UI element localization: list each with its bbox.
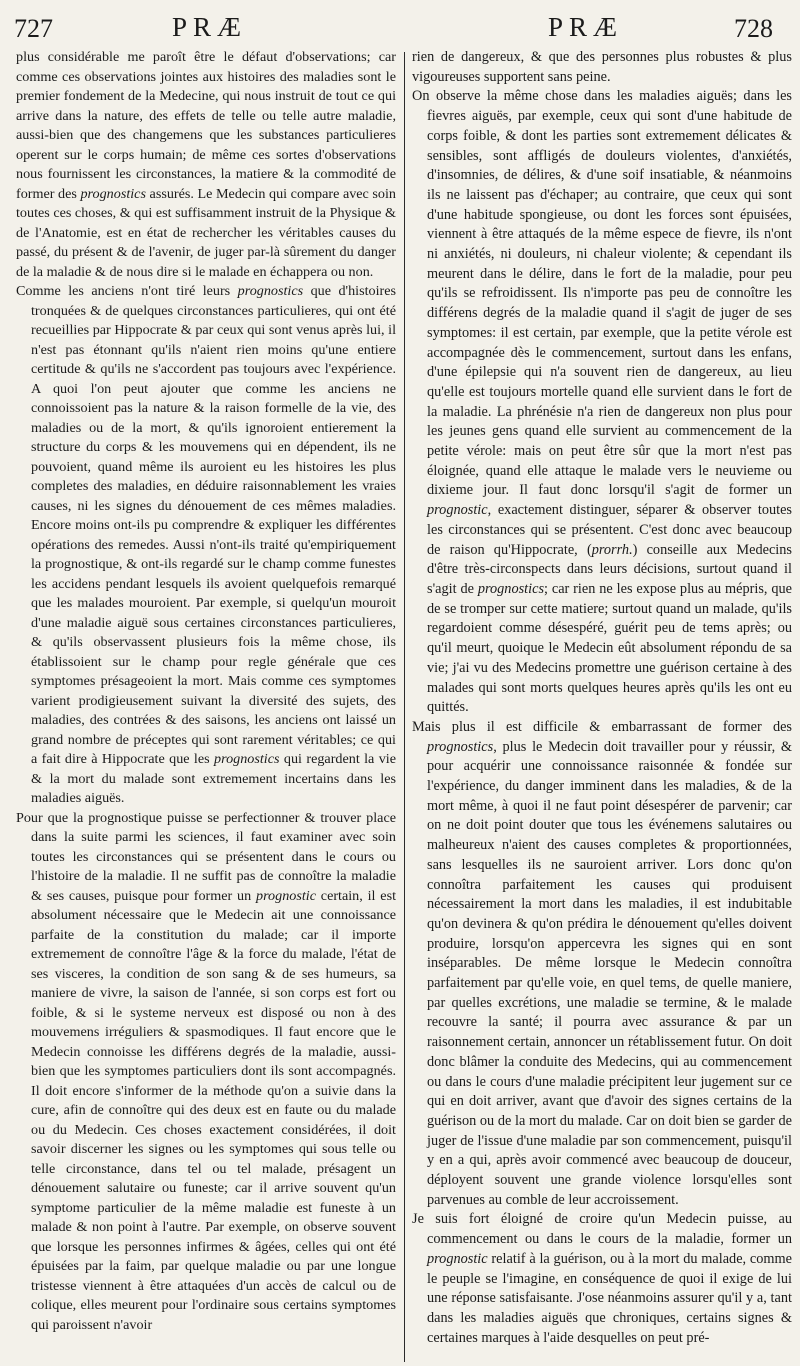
text-fragment: Comme les anciens n'ont tiré leurs	[16, 283, 238, 299]
paragraph	[16, 282, 396, 809]
right-running-title: PRÆ	[548, 12, 624, 42]
text-fragment: qui regardent la vie & la mort du malade sont extremement incertains dans les maladies aiguës.	[31, 751, 396, 806]
italic-term: prognostics	[427, 738, 494, 755]
text-fragment: Je suis fort éloigné de croire qu'un Medecin puisse, au commencement ou dans le cours de la maladie, former un	[412, 1211, 792, 1248]
text-fragment: relatif à la guérison, ou à la mort du malade, comme le peuple se l'imagine, en conséquence de quoi il exige de lui une réponse satisfaisante. J'ose néanmoins assurer qu'il y a, tant dans les maladies aiguës que chroniques, certains signes & certaines marques à l'aide desquelles on peut pré-	[427, 1250, 792, 1346]
italic-term: prognostics	[477, 580, 545, 597]
page-header	[0, 0, 800, 48]
italic-term: prognostics	[80, 185, 146, 202]
paragraph	[412, 1210, 792, 1348]
text-fragment: On observe la même chose dans les maladies aiguës; dans les fievres aiguës, par exemple, ceux qui sont d'une habitude de corps foible, & dont les parties sont extremement délicates & sensibles, sont affligés de douleurs violentes, d'anxiétés, d'insomnies, de délires, & d'une soif insatiable, & néanmoins ils ne laissent pas d'échaper; au contraire, que ceux qui sont d'une habitude spongieuse, ou dont les forces sont épuisées, viennent à être attaqués de la même espece de fievre, ils n'ont ni anxiétés, ni douleurs, ni chaleur violente; & cependant ils meurent dans le délire, dans le fort de la maladie, pour peu qu'ils se refroidissent. Ils n'importe pas peu de connoître les différens degrés de la maladie quand il s'agit de juger de ses symptomes: il est certain, par exemple, que la petite vérole est accompagnée dès le commencement, surtout dans les enfans, d'une épilepsie qui n'a souvent rien de dangereux, au lieu qu'elle est toujours mortelle quand elle survient dans le fort de la maladie. La phrénésie n'a rien de dangereux non plus pour les jeunes gens quand elle survient au commencement de la petite vérole: mais on peut être sûr que la mort n'est pas éloignée, quand elle attaque le malade vers le neuvieme ou dixieme jour. Il faut donc lorsqu'il s'agit de former un	[412, 88, 792, 499]
paragraph	[412, 718, 792, 1211]
column-divider	[404, 52, 405, 1362]
left-column	[16, 48, 396, 1335]
text-fragment: certain, il est absolument nécessaire que le Medecin ait une connoissance parfaite de la constitution du malade; car il importe extremement de connoître l'âge & la force du malade, l'état de ses visceres, la condition de son sang & de ses humeurs, sa maniere de vivre, la saison de l'année, si son corps est fort ou foible, & si le systeme nerveux est disposé ou non à des mouvemens irréguliers & spasmodiques. Il faut encore que le Medecin connoisse les différens degrés de la maladie, aussi-bien que les symptomes particuliers dont ils sont accompagnés. Il doit encore s'informer de la méthode qu'on a suivie dans la cure, afin de connoître qui des deux est en faute ou du malade ou du Medecin. Ces choses exactement considérées, il doit savoir discerner les signes ou les symptomes qui sous telle ou telle circonstance, dans tel ou tel malade, présagent un dénouement salutaire ou funeste; car il arrive souvent qu'un symptome particulier de la même maladie est funeste à un malade & non point à l'autre. Par exemple, on observe souvent que lorsque les personnes infirmes & âgées, celles qui ont été épuisées par la faim, par quelque maladie ou par une longue tristesse viennent à être attaquées d'un accès de calcul ou de colique, elles meurent pour l'ordinaire sous certains symptomes qui paroissent n'avoir	[31, 887, 396, 1333]
text-fragment: Mais plus il est difficile & embarrassant de former des	[412, 718, 792, 735]
right-column	[412, 48, 792, 1348]
paragraph	[16, 809, 396, 1336]
left-running-title: PRÆ	[172, 12, 248, 42]
text-fragment: ) conseille aux Medecins d'être très-circonspects dans leurs décisions, surtout quand il s'agit de	[427, 541, 792, 597]
italic-term: prorrh.	[591, 541, 633, 558]
paragraph	[412, 48, 792, 87]
text-fragment: plus considérable me paroît être le défaut d'observations; car comme ces observations jointes aux histoires des maladies sont le premier fondement de la Medecine, qui nous instruit de tout ce qui arrive dans la nature, des effets de telle ou telle autre maladie, aussi-bien que des changemens que les substances particulieres operent sur le corps humain; de même ces sortes d'observations nous fournissent les circonstances, la matiere & la commodité de former des	[16, 49, 396, 202]
paragraph	[412, 87, 792, 718]
text-fragment: , exactement distinguer, séparer & observer toutes les circonstances qui se présentent. C'est donc avec beaucoup de raison qu'Hippocrate, (	[427, 502, 792, 558]
italic-term: prognostics	[214, 751, 280, 767]
italic-term: prognostics	[237, 283, 304, 299]
right-page-number: 728	[734, 14, 773, 43]
italic-term: prognostic	[427, 1250, 488, 1267]
text-fragment: , plus le Medecin doit travailler pour y réussir, & pour acquérir une connoissance raisonnée & fondée sur l'expérience, du danger imminent dans les maladies, & de la mort même, à quoi il ne faut point désespérer de parvenir; car on ne doit point douter que tous les événemens salutaires ou malheureux n'aient des causes completes & proportionnées, sans lesquelles ils ne sauroient arriver. Lors donc qu'on connoîtra parfaitement les causes qui produisent nécessairement la mort dans les maladies, il est indubitable qu'on devinera & qu'on prédira le dénouement qu'elles doivent produire, lorsqu'on appercevra les signes qui en sont inséparables. De même lorsque le Medecin connoîtra parfaitement par qu'elle voie, en quel tems, de quelle maniere, par quelles excrétions, une maladie se termine, & le malade recouvre la santé; il pourra avec assurance & par un raisonnement certain, annoncer un rétablissement futur. On doit donc blâmer la conduite des Medecins, qui au commencement ou dans le cours d'une maladie précipitent leur jugement sur ce qui en doit arriver, avant que d'avoir des signes certains de la guérison ou de la mort du malade. Car on doit bien se garder de juger de l'issue d'une maladie par son commencement, puisqu'il y en a qui, après avoir commencé avec beaucoup de douceur, déployent souvent une grande violence lorsqu'elles sont parvenues au comble de leur accroissement.	[427, 738, 792, 1208]
italic-term: prognostic	[256, 887, 316, 904]
text-fragment: que d'histoires tronquées & de quelques circonstances particulieres, qui ont été recueillies par Hippocrate & par ceux qui sont venus après lui, il n'est pas étonnant qu'ils n'aient rien moins qu'une entiere certitude & qu'ils ne s'accordent pas toujours avec l'expérience. A quoi l'on peut ajouter que comme les anciens ne connoissoient pas la nature & la raison formelle de la vie, des maladies ou de la mort, & qu'ils ignoroient entierement la structure du corps & les mouvemens qui en dépendent, ils ne pouvoient, quand même ils auroient eu les histoires les plus completes des maladies, en déduire raisonnablement les vraies causes, ni les signes du dénouement de ces mêmes maladies. Encore moins ont-ils pu comprendre & expliquer les différentes opérations des remedes. Aussi n'ont-ils traité qu'empiriquement la prognostique, & ont-ils regardé sur le champ comme funestes les accidens pendant lesquels ils avoient quelquefois remarqué que les malades mouroient. Par exemple, si quelqu'un mouroit d'une maladie aiguë sous certaines circonstances particulieres, & qu'ils observassent plusieurs fois la même chose, ils établissoient sur le champ pour regle générale que ces symptomes présageoient la mort. Mais comme ces symptomes varient prodigieusement suivant la diversité des sujets, des maladies, des contrées & des saisons, les anciens ont laissé un grand nombre de préceptes qui sont rarement véritables; ce qui a fait dire à Hippocrate que les	[31, 283, 396, 767]
text-fragment: Pour que la prognostique puisse se perfectionner & trouver place dans la suite parmi les sciences, il faut examiner avec soin toutes les circonstances qui se présentent dans le cours ou l'histoire de la maladie. Il ne suffit pas de connoître la maladie & ses causes, puisque pour former un	[16, 809, 396, 904]
text-fragment: ; car rien ne les expose plus au mépris, que de se tromper sur cette matiere; surtout quand un malade, qu'ils regardoient comme désespéré, guérit peu de tems après; ou qu'il meurt, quoique le Medecin eût absolument répondu de sa vie; j'ai vu des Medecins promettre une guérison certaine à des malades qui sont morts quelques heures après qu'ils les ont eu quittés.	[427, 580, 792, 716]
left-page-number: 727	[14, 14, 53, 43]
text-fragment: rien de dangereux, & que des personnes plus robustes & plus vigoureuses supportent sans peine.	[412, 49, 792, 85]
italic-term: prognostic	[427, 502, 488, 519]
paragraph	[16, 48, 396, 282]
text-fragment: assurés. Le Medecin qui compare avec soin toutes ces choses, & qui est suffisamment instruit de la Physique & de l'Anatomie, est en état de rechercher les véritables causes du passé, du présent & de l'avenir, de juger par-là sûrement du danger de la maladie & de nous dire si le malade en échappera ou non.	[16, 185, 396, 280]
